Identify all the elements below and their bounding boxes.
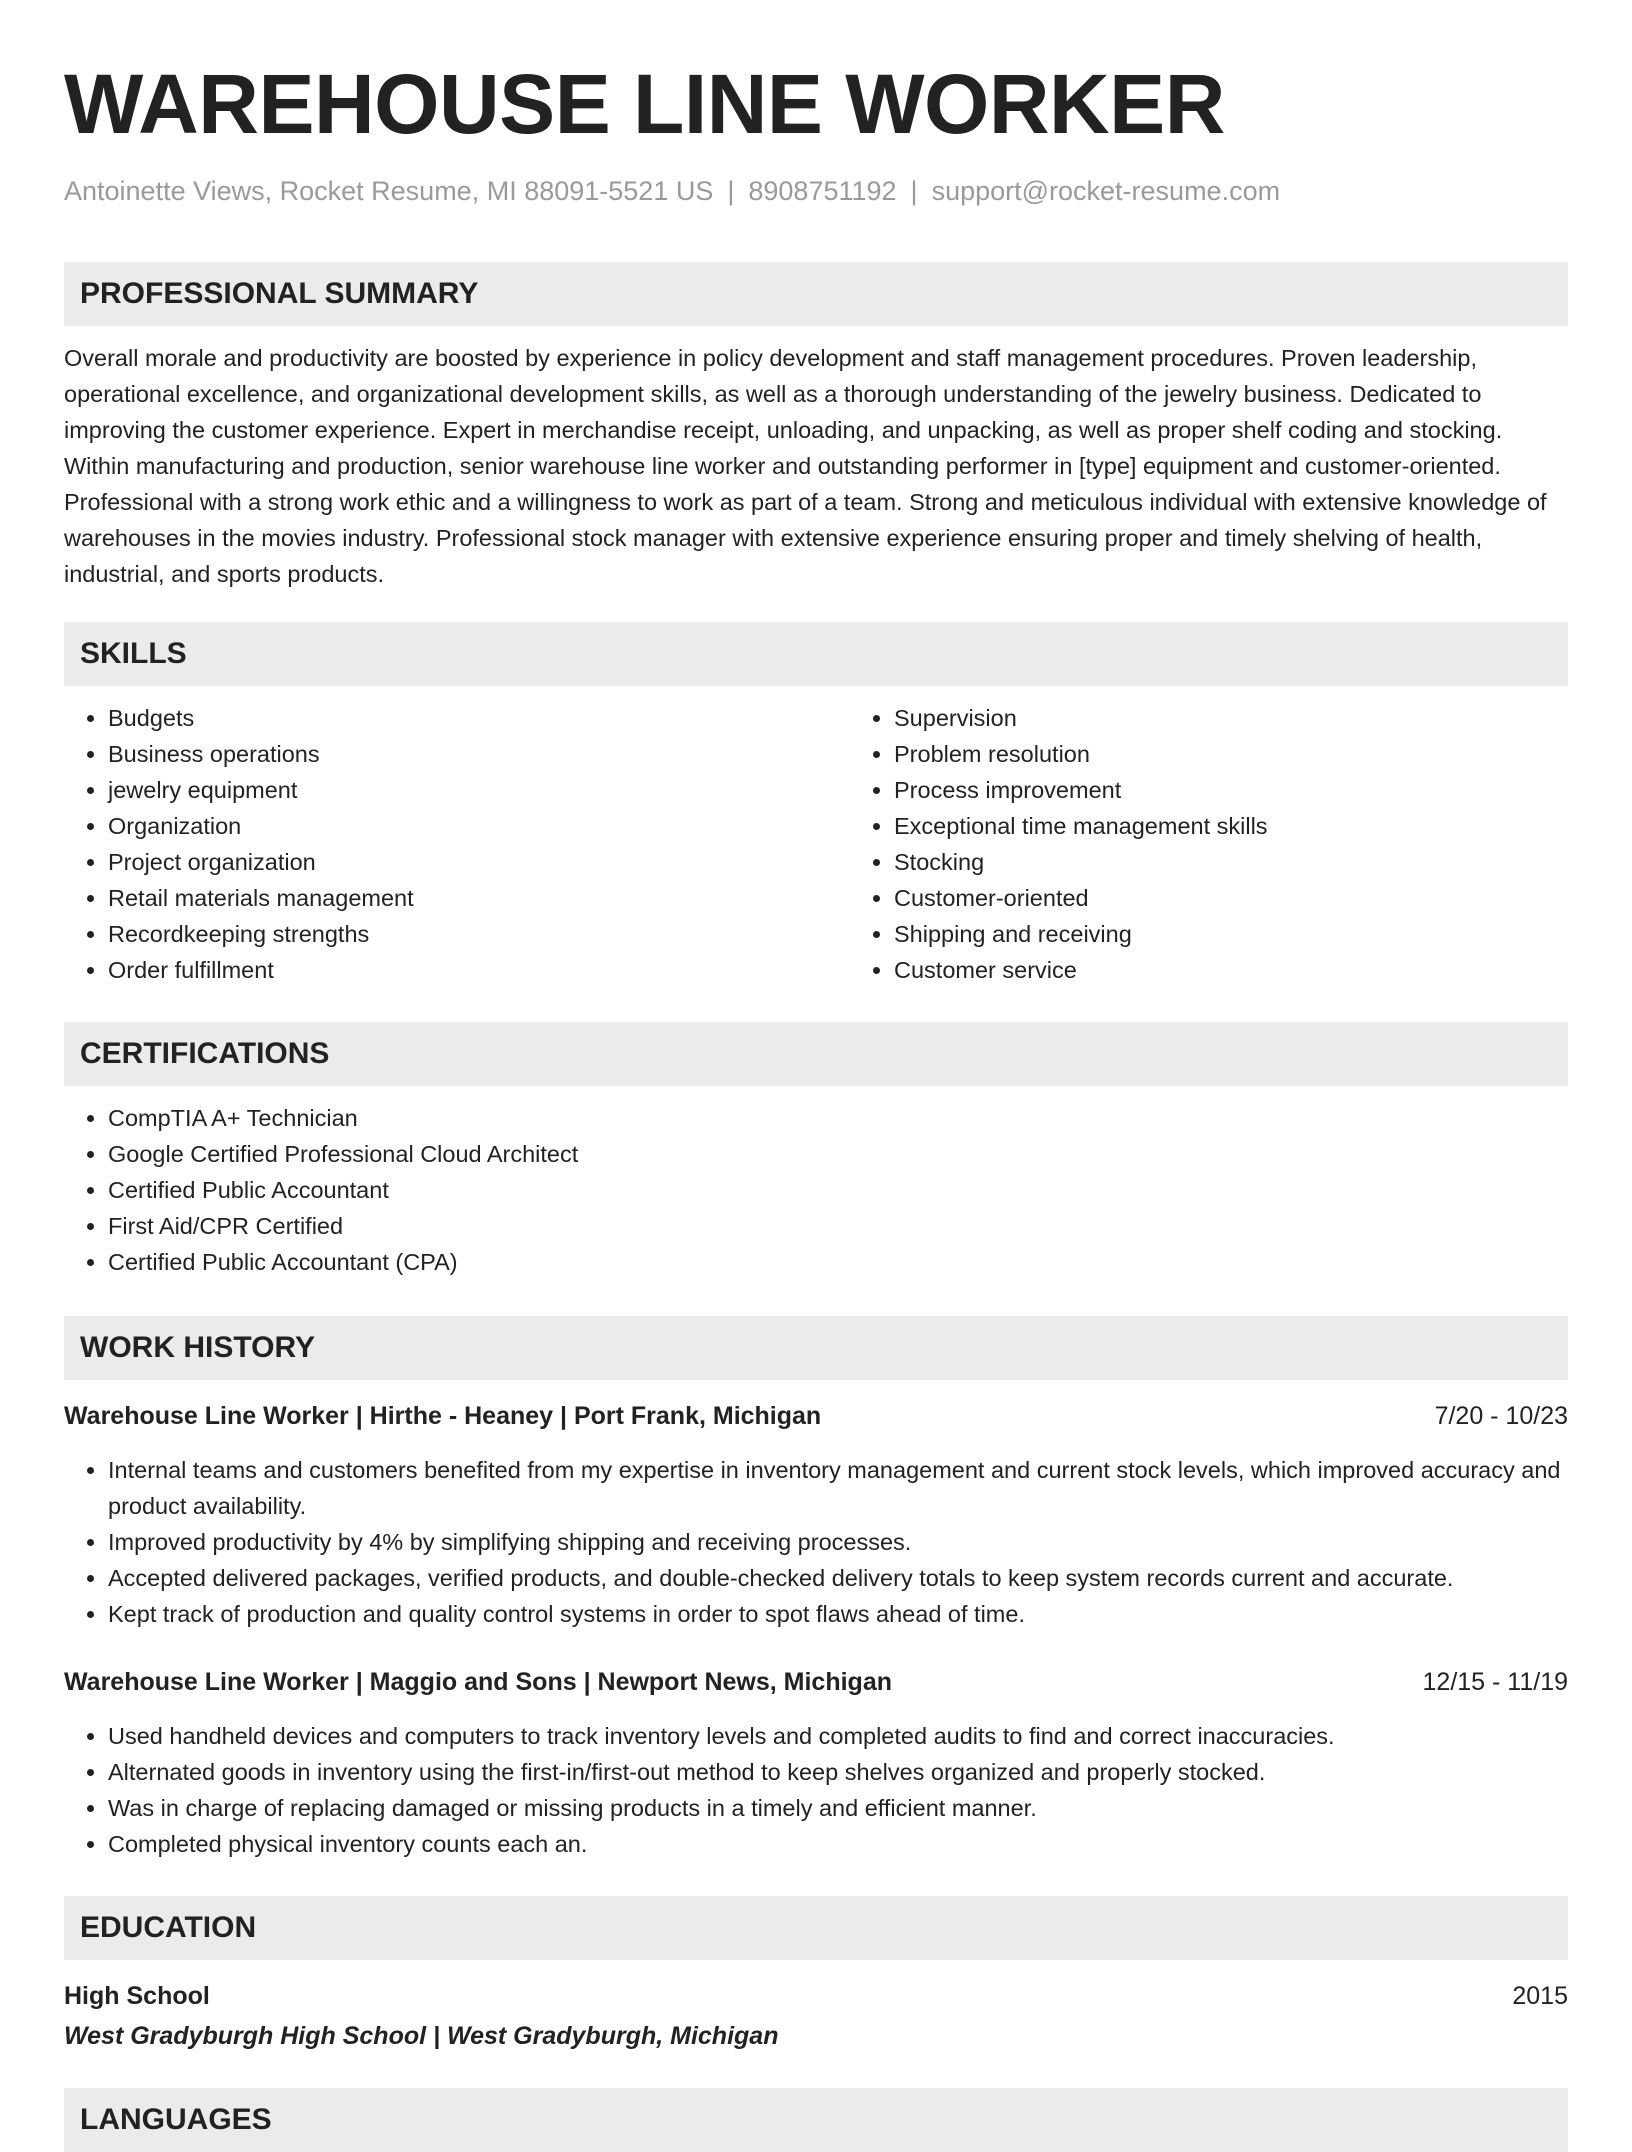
skill-item: • Order fulfillment (108, 952, 850, 988)
skills-column-right (850, 700, 1632, 988)
certification-item: • CompTIA A+ Technician (108, 1100, 1568, 1136)
job-bullet: • Internal teams and customers benefited from my expertise in inventory management and current stock levels, which improved accuracy and product availability. (108, 1452, 1568, 1524)
job-dates: 7/20 - 10/23 (1434, 1402, 1568, 1430)
skill-item: • Stocking (894, 844, 1632, 880)
certification-item: • Certified Public Accountant (108, 1172, 1568, 1208)
job-header (64, 1664, 1568, 1700)
resume-name: WAREHOUSE LINE WORKER (64, 57, 1225, 151)
certification-item: • Google Certified Professional Cloud Architect (108, 1136, 1568, 1172)
job-bullet: • Completed physical inventory counts each an. (108, 1826, 1568, 1862)
skill-item: • Retail materials management (108, 880, 850, 916)
job-title: Warehouse Line Worker | Maggio and Sons | Newport News, Michigan (64, 1668, 892, 1696)
job-bullet: • Was in charge of replacing damaged or missing products in a timely and efficient manner. (108, 1790, 1568, 1826)
contact-separator: | (910, 176, 918, 206)
contact-separator: | (727, 176, 735, 206)
job-header (64, 1398, 1568, 1434)
job-bullet: • Improved productivity by 4% by simplifying shipping and receiving processes. (108, 1524, 1568, 1560)
skill-item: • Process improvement (894, 772, 1632, 808)
contact-email: support@rocket-resume.com (931, 176, 1281, 206)
summary-heading: PROFESSIONAL SUMMARY (64, 262, 1568, 326)
certifications-heading: CERTIFICATIONS (64, 1022, 1568, 1086)
job-bullets (64, 1718, 1568, 1862)
skill-item: • Recordkeeping strengths (108, 916, 850, 952)
skill-item: • Exceptional time management skills (894, 808, 1632, 844)
certification-item: • Certified Public Accountant (CPA) (108, 1244, 1568, 1280)
skill-item: • Problem resolution (894, 736, 1632, 772)
job-bullet: • Kept track of production and quality control systems in order to spot flaws ahead of time. (108, 1596, 1568, 1632)
job-bullet: • Used handheld devices and computers to track inventory levels and completed audits to find and correct inaccuracies. (108, 1718, 1568, 1754)
summary-text: Overall morale and productivity are boosted by experience in policy development and staff management procedures. Proven leadership, operational excellence, and organizational development skills, as well as a thorough understanding of the jewelry business. Dedicated to improving the customer experience. Expert in merchandise receipt, unloading, and unpacking, as well as proper shelf coding and stocking. Within manufacturing and production, senior warehouse line worker and outstanding performer in [type] equipment and customer-oriented. Professional with a strong work ethic and a willingness to work as part of a team. Strong and meticulous individual with extensive knowledge of warehouses in the movies industry. Professional stock manager with extensive experience ensuring proper and timely shelving of health, industrial, and sports products. (64, 345, 1547, 587)
languages-heading: LANGUAGES (64, 2088, 1568, 2152)
skill-item: • Shipping and receiving (894, 916, 1632, 952)
skills-heading: SKILLS (64, 622, 1568, 686)
job-dates: 12/15 - 11/19 (1422, 1668, 1568, 1696)
education-header (64, 1978, 1568, 2014)
job-title: Warehouse Line Worker | Hirthe - Heaney | Port Frank, Michigan (64, 1402, 822, 1430)
certifications-list (64, 1100, 1568, 1280)
job-bullet: • Alternated goods in inventory using the first-in/first-out method to keep shelves organized and properly stocked. (108, 1754, 1568, 1790)
skill-item: • Budgets (108, 700, 850, 736)
skill-item: • Customer service (894, 952, 1632, 988)
education-year: 2015 (1512, 1982, 1568, 2010)
contact-line (64, 174, 1568, 208)
education-heading: EDUCATION (64, 1896, 1568, 1960)
work-history-heading: WORK HISTORY (64, 1316, 1568, 1380)
skills-column-left (64, 700, 850, 988)
skill-item: • jewelry equipment (108, 772, 850, 808)
contact-address: Antoinette Views, Rocket Resume, MI 88091-5521 US (64, 176, 714, 206)
job-entry (64, 1398, 1568, 1632)
job-bullets (64, 1452, 1568, 1632)
education-degree: High School (64, 1982, 210, 2010)
skills-list (64, 700, 1568, 988)
skill-item: • Customer-oriented (894, 880, 1632, 916)
contact-phone: 8908751192 (748, 176, 897, 206)
skill-item: • Project organization (108, 844, 850, 880)
skill-item: • Business operations (108, 736, 850, 772)
job-bullet: • Accepted delivered packages, verified products, and double-checked delivery totals to keep system records current and accurate. (108, 1560, 1568, 1596)
education-school: West Gradyburgh High School | West Gradyburgh, Michigan (64, 2022, 779, 2050)
resume-page (64, 0, 1568, 2152)
certification-item: • First Aid/CPR Certified (108, 1208, 1568, 1244)
job-entry (64, 1664, 1568, 1862)
skill-item: • Organization (108, 808, 850, 844)
skill-item: • Supervision (894, 700, 1632, 736)
